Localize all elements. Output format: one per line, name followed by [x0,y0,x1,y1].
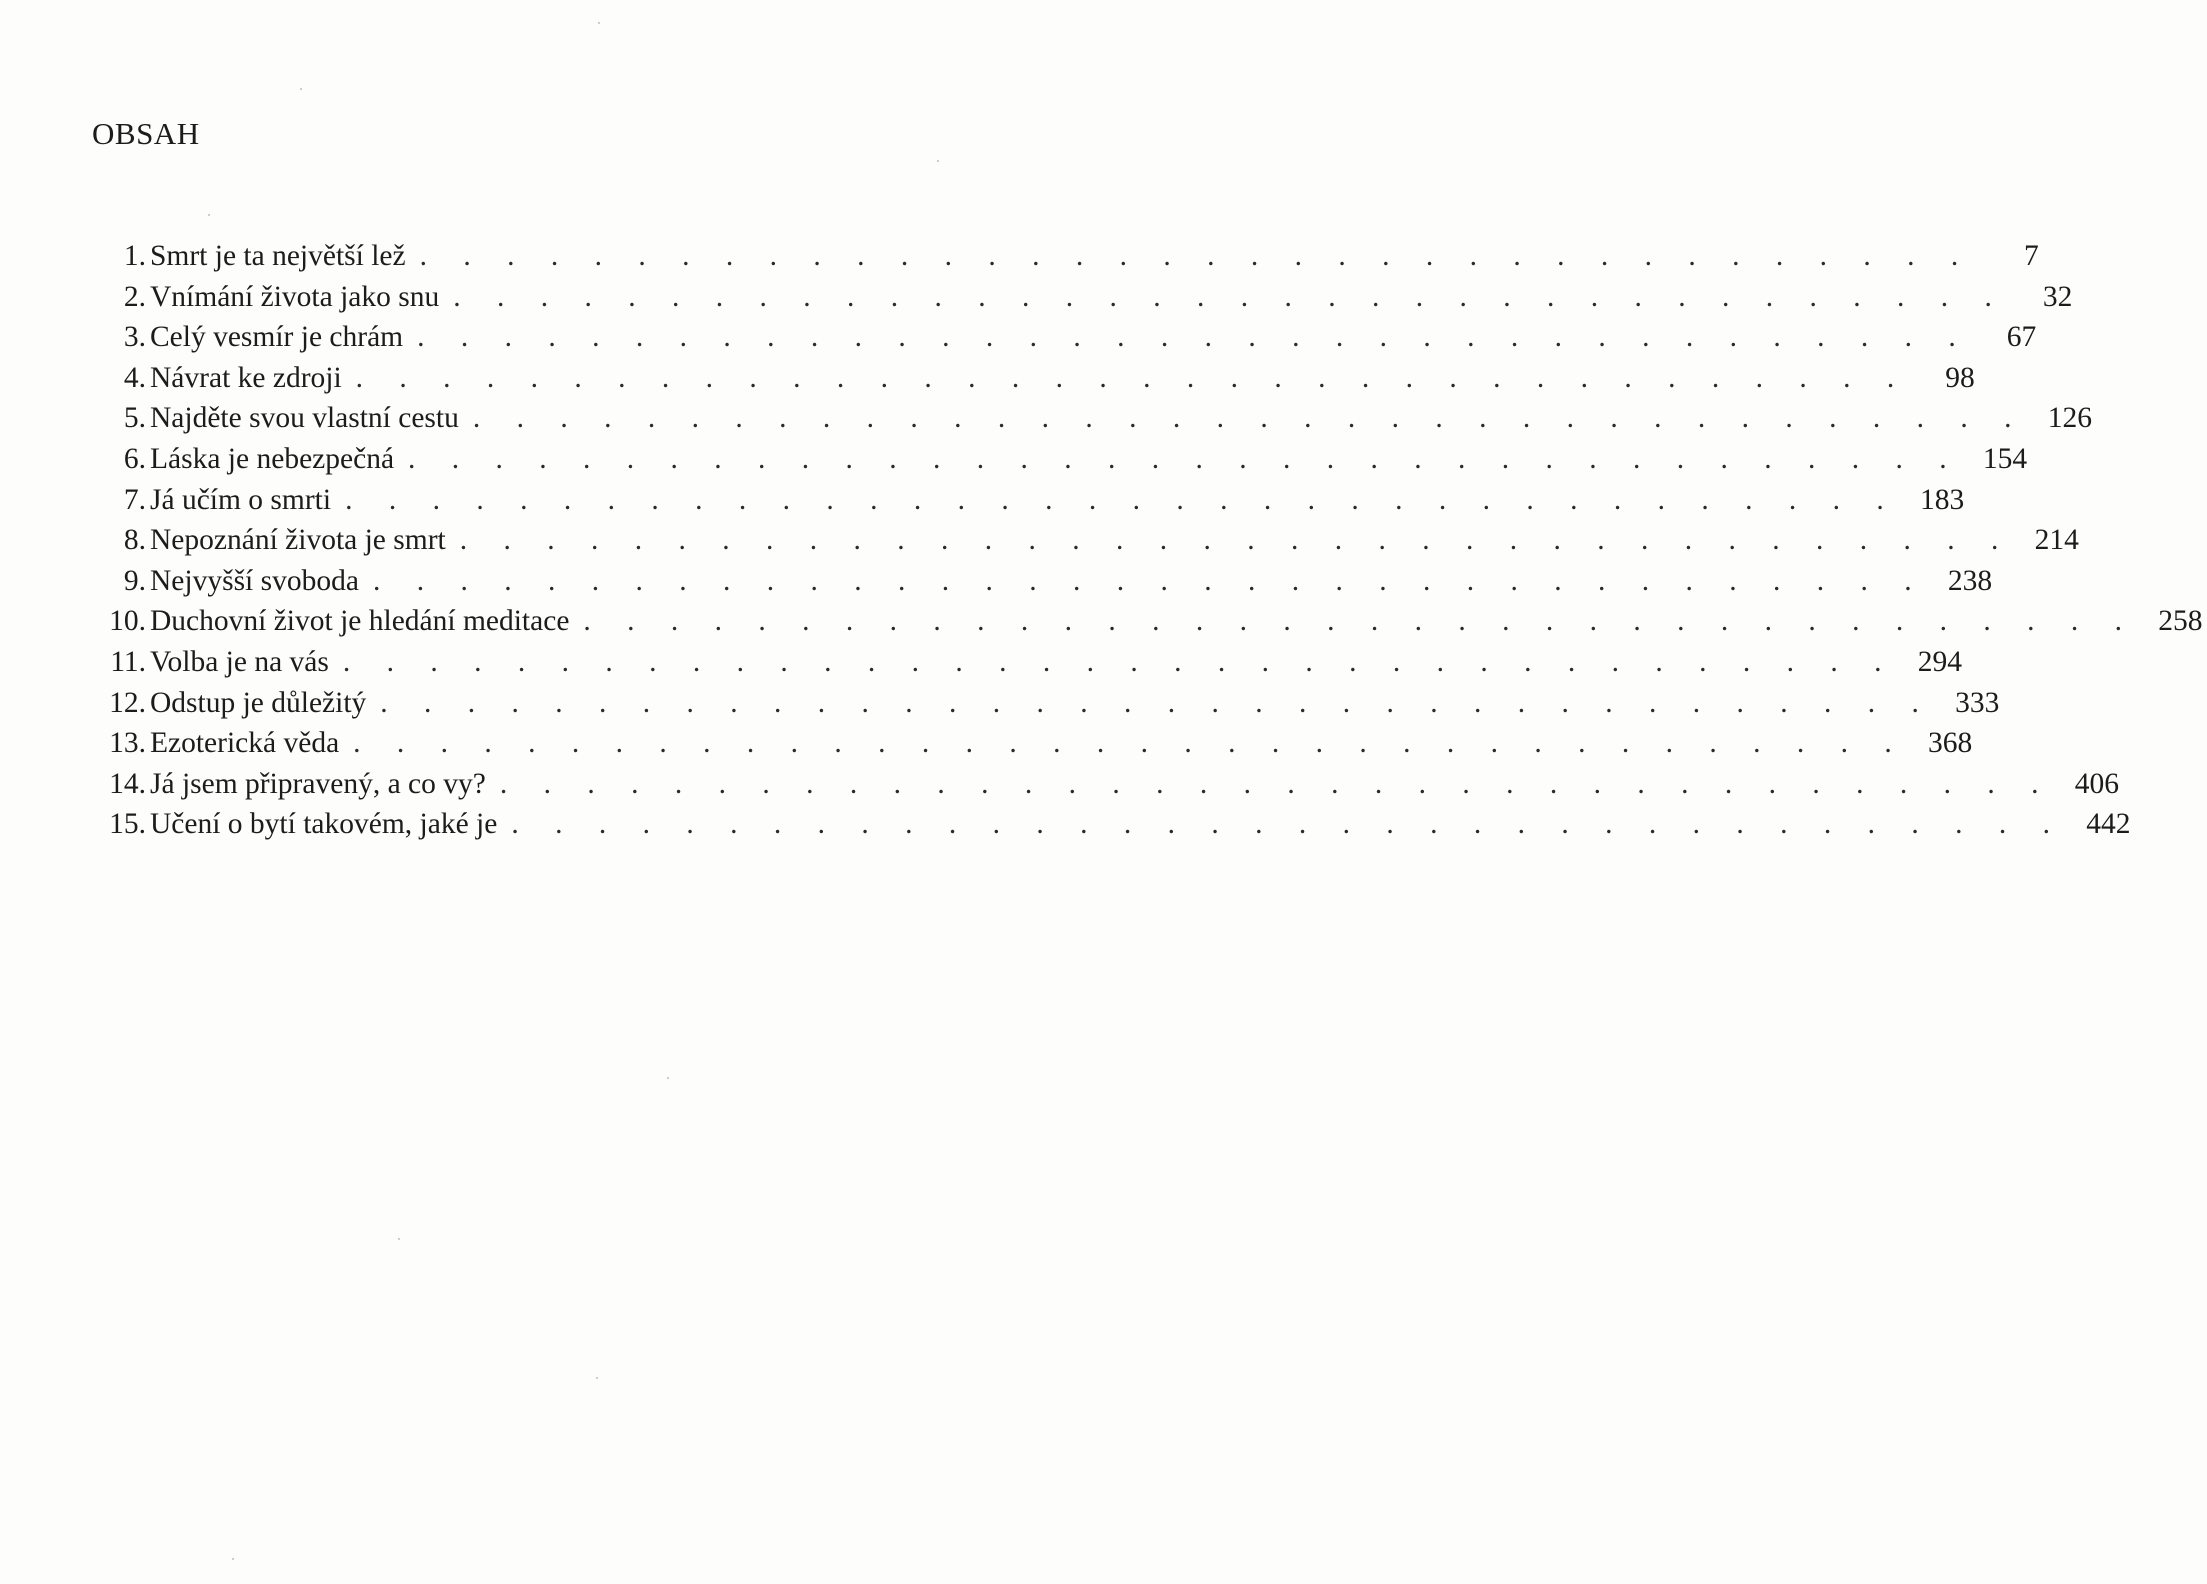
chapter-title: Ezoterická věda [150,727,340,760]
dot-leader: . . . . . . . . . . . . . . . . . . . . . . . . . . . . . . . . . . . . [459,524,2013,557]
toc-entry [88,601,2203,642]
toc-entry [88,804,2131,845]
chapter-number: 3. [123,321,146,354]
chapter-title: Celý vesmír je chrám [150,321,404,354]
toc-entry [88,317,2037,358]
page-number: 183 [1919,483,1965,516]
dot-leader: . . . . . . . . . . . . . . . . . . . . . . . . . . . . . . . . . . . . [353,727,1907,760]
chapter-number: 9. [123,564,146,597]
scan-speck [596,1377,598,1379]
dot-leader: . . . . . . . . . . . . . . . . . . . . . . . . . . . . . . . . . . . . [355,361,1909,394]
page-number: 333 [1955,686,2000,719]
dot-leader: . . . . . . . . . . . . . . . . . . . . . . . . . . . . . . . . . . . . [342,645,1896,678]
page-number: 238 [1947,564,1993,597]
page-number: 442 [2086,808,2131,841]
chapter-number: 1. [123,240,146,272]
toc-entry [88,683,2000,724]
chapter-title: Duchovní život je hledání meditace [150,605,570,638]
scan-speck [208,214,210,216]
page-number: 406 [2074,767,2119,800]
chapter-title: Volba je na vás [150,645,329,678]
toc-entry [88,723,1973,764]
dot-leader: . . . . . . . . . . . . . . . . . . . . . . . . . . . . . . . . . . . . [472,402,2026,435]
chapter-title: Já učím o smrti [150,483,332,516]
scan-speck [232,1558,234,1560]
page-number: 98 [1945,361,1975,394]
chapter-title: Nepoznání života je smrt [150,524,446,557]
chapter-number: 10. [109,605,146,638]
chapter-title: Já jsem připravený, a co vy? [150,767,486,800]
dot-leader: . . . . . . . . . . . . . . . . . . . . . . . . . . . . . . . . . . . . [417,321,1971,354]
toc-entry [88,561,1993,602]
page-number: 67 [2006,321,2037,354]
scan-speck [937,160,939,162]
page-number: 294 [1917,645,1962,678]
toc-entry [88,277,2073,318]
dot-leader: . . . . . . . . . . . . . . . . . . . . . . . . . . . . . . . . . . . . [372,564,1927,597]
chapter-number: 15. [109,808,146,841]
toc-entry [88,642,1962,683]
page-number: 7 [2023,240,2039,272]
dot-leader: . . . . . . . . . . . . . . . . . . . . . . . . . . . . . . . . . . . . [380,686,1934,719]
dot-leader: . . . . . . . . . . . . . . . . . . . . . . . . . . . . . . . . . . . . [499,767,2053,800]
page-number: 126 [2047,402,2092,435]
chapter-number: 6. [123,442,146,475]
scan-speck [398,1238,400,1240]
chapter-number: 12. [109,686,146,719]
scan-speck [667,1077,669,1079]
dot-leader: . . . . . . . . . . . . . . . . . . . . . . . . . . . . . . . . . . . . [453,280,2007,313]
scan-speck [598,22,600,24]
chapter-title: Láska je nebezpečná [150,442,395,475]
page-number: 258 [2158,605,2203,638]
chapter-number: 11. [110,645,146,678]
chapter-number: 7. [123,483,146,516]
chapter-title: Učení o bytí takovém, jaké je [150,808,498,841]
chapter-title: Vnímání života jako snu [150,280,440,313]
toc-entry [88,358,1975,399]
toc-entry [88,764,2119,805]
dot-leader: . . . . . . . . . . . . . . . . . . . . . . . . . . . . . . . . . . . . [583,605,2137,638]
toc-entry [88,398,2092,439]
dot-leader: . . . . . . . . . . . . . . . . . . . . . . . . . . . . . . . . . . . . [419,240,1973,272]
dot-leader: . . . . . . . . . . . . . . . . . . . . . . . . . . . . . . . . . . . . [345,483,1899,516]
scan-speck [300,88,302,90]
dot-leader: . . . . . . . . . . . . . . . . . . . . . . . . . . . . . . . . . . . . [511,808,2065,841]
dot-leader: . . . . . . . . . . . . . . . . . . . . . . . . . . . . . . . . . . . . [408,442,1962,475]
table-of-contents [88,236,2203,845]
chapter-number: 8. [123,524,146,557]
chapter-title: Najděte svou vlastní cestu [150,402,459,435]
page-number: 214 [2034,524,2079,557]
page-number: 32 [2042,280,2073,313]
chapter-number: 4. [123,361,146,394]
toc-entry [88,236,2039,277]
chapter-title: Smrt je ta největší lež [150,240,406,272]
page-title: OBSAH [92,116,200,151]
chapter-title: Odstup je důležitý [150,686,367,719]
chapter-number: 13. [109,727,146,760]
chapter-number: 14. [109,767,146,800]
page-number: 368 [1928,727,1973,760]
chapter-title: Návrat ke zdroji [150,361,342,394]
toc-entry [88,480,1965,521]
page-number: 154 [1982,442,2028,475]
chapter-number: 2. [123,280,146,313]
toc-entry [88,520,2079,561]
chapter-title: Nejvyšší svoboda [150,564,359,597]
chapter-number: 5. [123,402,146,435]
toc-entry [88,439,2028,480]
